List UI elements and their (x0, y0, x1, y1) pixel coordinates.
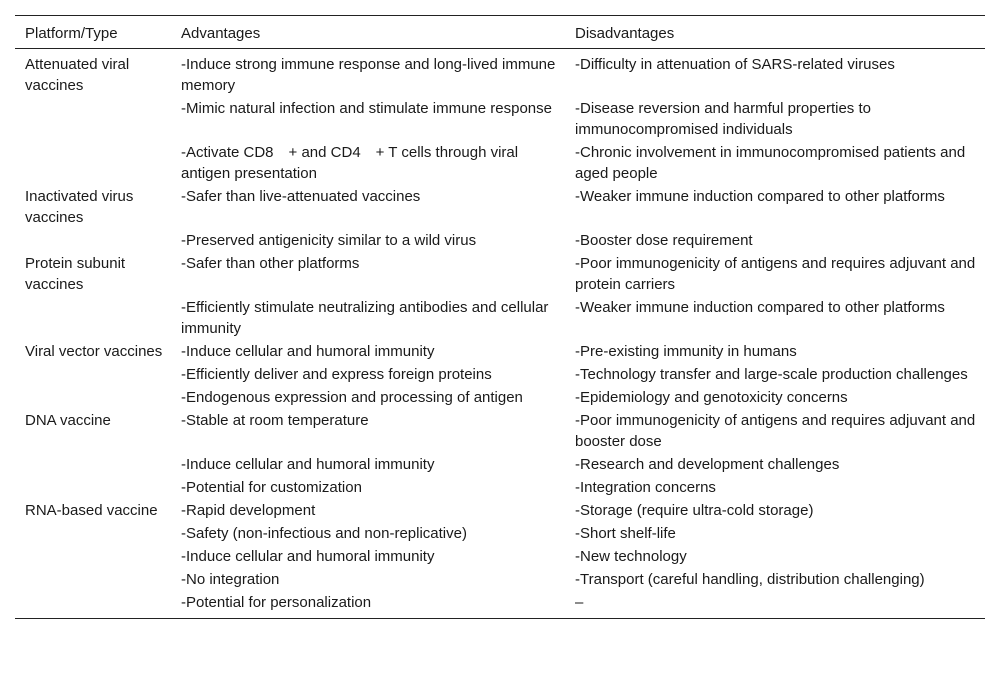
platform-cell (15, 568, 171, 591)
advantage-cell: -Preserved antigenicity similar to a wild virus (181, 232, 477, 249)
disadvantage-cell: -Integration concerns (575, 479, 716, 496)
header-disadvantages: Disadvantages (575, 25, 675, 42)
table-row (15, 141, 985, 185)
platform-cell (15, 545, 171, 568)
disadvantage-cell: -Research and development challenges (575, 456, 840, 473)
table-row (15, 340, 985, 363)
disadvantage-cell: -Pre-existing immunity in humans (575, 343, 797, 360)
table-row (15, 49, 985, 98)
table-row (15, 476, 985, 499)
table-row (15, 499, 985, 522)
table-row (15, 545, 985, 568)
platform-cell (15, 296, 171, 340)
advantage-cell: -Induce cellular and humoral immunity (181, 548, 435, 565)
advantage-cell: -Safer than other platforms (181, 255, 360, 272)
advantage-cell: -No integration (181, 571, 280, 588)
advantage-cell: -Potential for personalization (181, 594, 372, 611)
header-advantages: Advantages (181, 25, 261, 42)
advantage-cell: -Safety (non-infectious and non-replicative) (181, 525, 467, 542)
advantage-cell: -Induce cellular and humoral immunity (181, 456, 435, 473)
advantage-cell: -Safer than live-attenuated vaccines (181, 188, 421, 205)
platform-cell (15, 141, 171, 185)
advantage-cell: -Efficiently deliver and express foreign proteins (181, 366, 492, 383)
disadvantage-cell: -Weaker immune induction compared to other platforms (575, 188, 945, 205)
platform-cell (15, 229, 171, 252)
table-row (15, 386, 985, 409)
disadvantage-cell: -Poor immunogenicity of antigens and requires adjuvant and protein carriers (575, 255, 976, 293)
table-row (15, 296, 985, 340)
advantage-cell: -Induce cellular and humoral immunity (181, 343, 435, 360)
table-row (15, 568, 985, 591)
table-row (15, 522, 985, 545)
platform-cell (15, 522, 171, 545)
platform-cell (15, 476, 171, 499)
disadvantage-cell: -Chronic involvement in immunocompromised patients and aged people (575, 144, 966, 182)
platform-cell (15, 97, 171, 141)
vaccine-platform-table-container (15, 15, 985, 619)
table-row (15, 363, 985, 386)
table-row (15, 453, 985, 476)
platform-cell: RNA-based vaccine (25, 502, 158, 519)
disadvantage-cell: -Short shelf-life (575, 525, 676, 542)
advantage-cell: -Mimic natural infection and stimulate immune response (181, 100, 552, 117)
advantage-cell: -Efficiently stimulate neutralizing antibodies and cellular immunity (181, 299, 549, 337)
table-header (15, 16, 985, 49)
table-row (15, 229, 985, 252)
advantage-cell: -Endogenous expression and processing of antigen (181, 389, 523, 406)
disadvantage-cell: -New technology (575, 548, 687, 565)
advantage-cell: -Induce strong immune response and long-lived immune memory (181, 56, 556, 94)
platform-cell: Attenuated viral vaccines (25, 56, 130, 94)
advantage-cell: -Stable at room temperature (181, 412, 369, 429)
disadvantage-cell: -Poor immunogenicity of antigens and requires adjuvant and booster dose (575, 412, 976, 450)
disadvantage-cell: -Difficulty in attenuation of SARS-related viruses (575, 56, 895, 73)
disadvantage-cell: -Booster dose requirement (575, 232, 753, 249)
disadvantage-cell: – (575, 594, 584, 611)
platform-cell (15, 453, 171, 476)
table-row (15, 97, 985, 141)
table-row (15, 409, 985, 453)
platform-cell (15, 363, 171, 386)
platform-cell: DNA vaccine (25, 412, 111, 429)
platform-cell: Viral vector vaccines (25, 343, 163, 360)
platform-cell: Inactivated virus vaccines (25, 188, 134, 226)
vaccine-platform-table (15, 15, 985, 619)
table-row (15, 591, 985, 619)
disadvantage-cell: -Disease reversion and harmful properties to immunocompromised individuals (575, 100, 871, 138)
header-row (15, 16, 985, 49)
platform-cell (15, 591, 171, 619)
disadvantage-cell: -Weaker immune induction compared to other platforms (575, 299, 945, 316)
disadvantage-cell: -Technology transfer and large-scale production challenges (575, 366, 968, 383)
table-row (15, 185, 985, 229)
table-body (15, 49, 985, 619)
disadvantage-cell: -Epidemiology and genotoxicity concerns (575, 389, 848, 406)
advantage-cell: -Rapid development (181, 502, 316, 519)
table-row (15, 252, 985, 296)
disadvantage-cell: -Transport (careful handling, distribution challenging) (575, 571, 925, 588)
advantage-cell: -Activate CD8 + and CD4 + T cells through viral antigen presentation (181, 144, 519, 182)
header-platform-type: Platform/Type (25, 25, 118, 42)
platform-cell (15, 386, 171, 409)
disadvantage-cell: -Storage (require ultra-cold storage) (575, 502, 814, 519)
platform-cell: Protein subunit vaccines (25, 255, 126, 293)
advantage-cell: -Potential for customization (181, 479, 362, 496)
